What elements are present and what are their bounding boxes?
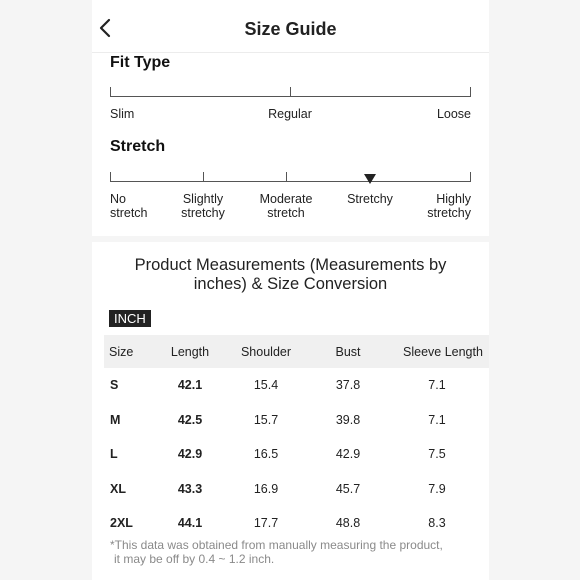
header bbox=[92, 0, 489, 53]
shoulder-cell: 16.9 bbox=[253, 481, 279, 496]
size-cell: L bbox=[110, 447, 118, 462]
fit-type-title: Fit Type bbox=[110, 54, 171, 71]
shoulder-cell: 16.5 bbox=[253, 447, 279, 462]
table-row bbox=[104, 506, 489, 541]
triangle-down-icon bbox=[364, 174, 376, 184]
size-cell: S bbox=[110, 378, 119, 393]
size-cell: M bbox=[110, 412, 121, 427]
stretch-label-highly-stretchy: Highly stretchy bbox=[427, 192, 471, 220]
stretch-label-no-stretch: No stretch bbox=[110, 192, 148, 220]
size-cell: 2XL bbox=[110, 516, 133, 531]
length-cell: 42.1 bbox=[177, 378, 203, 393]
scale-line bbox=[110, 181, 471, 182]
sleeve-length-cell: 7.1 bbox=[428, 412, 446, 427]
bust-cell: 39.8 bbox=[335, 412, 361, 427]
stretch-label-moderate-stretch: Moderate stretch bbox=[259, 192, 313, 220]
stretch-label-stretchy: Stretchy bbox=[347, 192, 393, 206]
shoulder-cell: 15.4 bbox=[253, 378, 279, 393]
shoulder-cell: 17.7 bbox=[253, 516, 279, 531]
size-guide-panel bbox=[92, 0, 489, 580]
column-header: Shoulder bbox=[221, 335, 311, 368]
bust-cell: 45.7 bbox=[335, 481, 361, 496]
scale-tick bbox=[286, 172, 287, 182]
stretch-title: Stretch bbox=[110, 138, 166, 155]
length-cell: 44.1 bbox=[177, 516, 203, 531]
length-cell: 42.5 bbox=[177, 412, 203, 427]
size-cell: XL bbox=[110, 481, 126, 496]
scale-tick bbox=[203, 172, 204, 182]
bust-cell: 37.8 bbox=[335, 378, 361, 393]
sleeve-length-cell: 8.3 bbox=[428, 516, 446, 531]
length-cell: 42.9 bbox=[177, 447, 203, 462]
sleeve-length-cell: 7.1 bbox=[428, 378, 446, 393]
column-header: Bust bbox=[311, 335, 385, 368]
bust-cell: 42.9 bbox=[335, 447, 361, 462]
unit-badge[interactable]: INCH bbox=[109, 310, 151, 327]
scale-tick bbox=[290, 87, 291, 97]
measurements-title: Product Measurements (Measurements by inches) & Size Conversion bbox=[134, 256, 447, 293]
stretch-scale bbox=[110, 172, 471, 224]
page-title: Size Guide bbox=[244, 19, 337, 39]
sleeve-length-cell: 7.9 bbox=[428, 481, 446, 496]
scale-tick bbox=[470, 87, 471, 97]
scale-tick bbox=[110, 172, 111, 182]
table-row bbox=[104, 472, 489, 507]
footnote bbox=[110, 538, 443, 566]
fit-label-regular: Regular bbox=[268, 107, 312, 121]
table-header-row bbox=[104, 335, 489, 368]
fit-label-slim: Slim bbox=[110, 107, 135, 121]
shoulder-cell: 15.7 bbox=[253, 412, 279, 427]
section-divider bbox=[92, 236, 489, 242]
column-header: Length bbox=[159, 335, 221, 368]
scale-tick bbox=[470, 172, 471, 182]
size-table bbox=[104, 335, 489, 541]
length-cell: 43.3 bbox=[177, 481, 203, 496]
column-header: Sleeve Length bbox=[385, 335, 489, 368]
bust-cell: 48.8 bbox=[335, 516, 361, 531]
footnote-line-2: it may be off by 0.4 ~ 1.2 inch. bbox=[114, 552, 275, 566]
sleeve-length-cell: 7.5 bbox=[428, 447, 446, 462]
footnote-line-1: *This data was obtained from manually measuring the product, bbox=[110, 538, 443, 552]
stretch-label-slightly-stretchy: Slightly stretchy bbox=[181, 192, 225, 220]
fit-label-loose: Loose bbox=[436, 107, 471, 121]
table-row bbox=[104, 368, 489, 403]
table-row bbox=[104, 437, 489, 472]
table-row bbox=[104, 403, 489, 438]
column-header: Size bbox=[104, 335, 159, 368]
scale-tick bbox=[110, 87, 111, 97]
fit-type-scale bbox=[110, 87, 471, 127]
